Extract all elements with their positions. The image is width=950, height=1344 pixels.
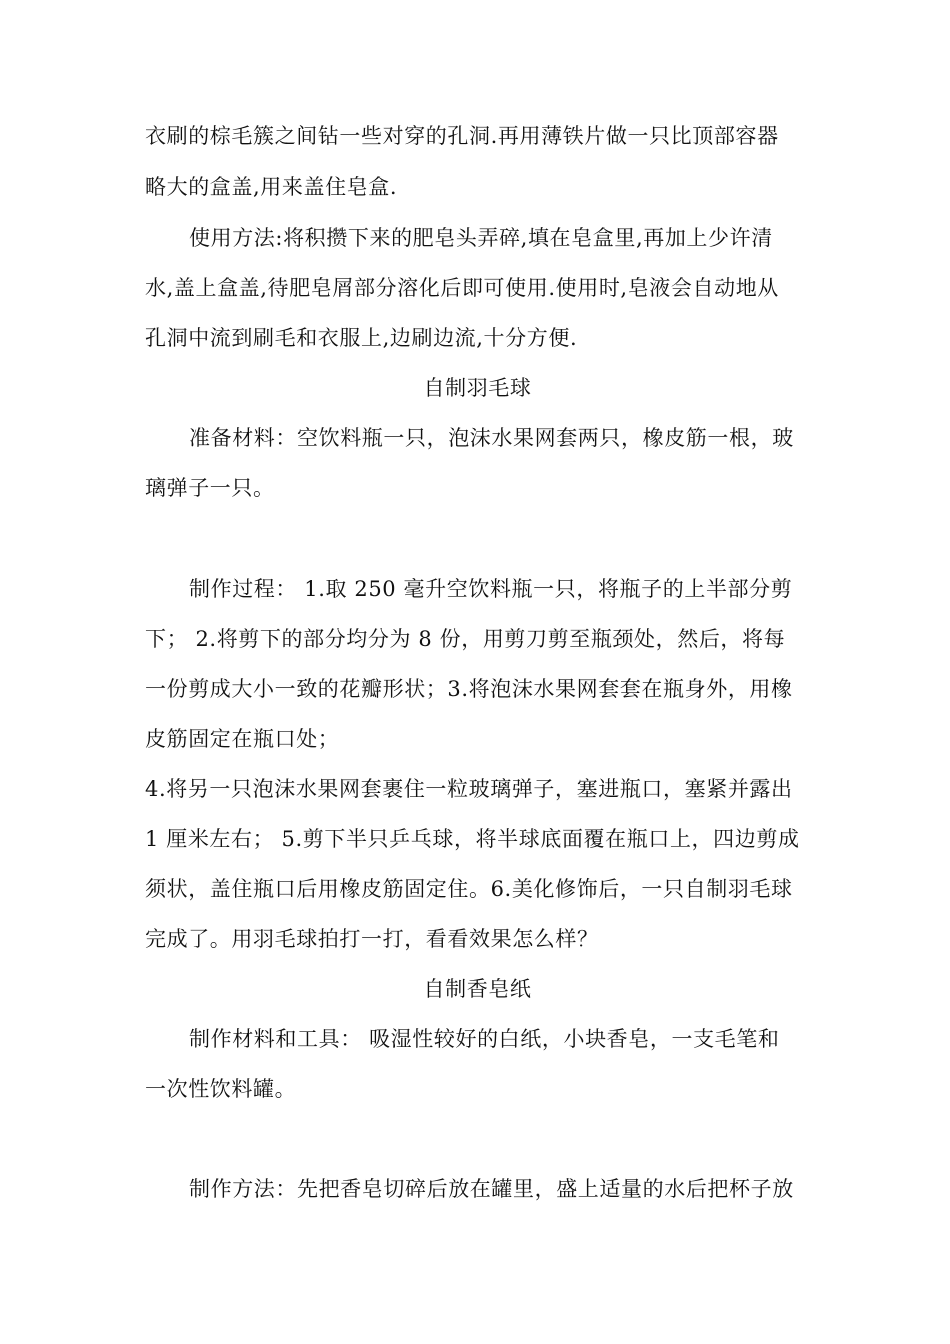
text-line: 略大的盒盖,用来盖住皂盒. <box>145 175 398 199</box>
text-line: 准备材料：空饮料瓶一只，泡沫水果网套两只，橡皮筋一根，玻 <box>189 426 794 450</box>
text-line: 制作过程： 1.取 250 毫升空饮料瓶一只，将瓶子的上半部分剪 <box>189 577 793 601</box>
text-line: 须状，盖住瓶口后用橡皮筋固定住。6.美化修饰后，一只自制羽毛球 <box>145 877 793 901</box>
text-line: 水,盖上盒盖,待肥皂屑部分溶化后即可使用.使用时,皂液会自动地从 <box>145 276 779 300</box>
text-line: 制作方法：先把香皂切碎后放在罐里，盛上适量的水后把杯子放 <box>189 1177 794 1201</box>
text-line: 一份剪成大小一致的花瓣形状；3.将泡沫水果网套套在瓶身外，用橡 <box>145 677 793 701</box>
text-line: 4.将另一只泡沫水果网套裹住一粒玻璃弹子，塞进瓶口，塞紧并露出 <box>145 777 793 801</box>
text-line: 下； 2.将剪下的部分均分为 8 份，用剪刀剪至瓶颈处，然后，将每 <box>145 627 786 651</box>
text-line: 孔洞中流到刷毛和衣服上,边刷边流,十分方便. <box>145 326 578 350</box>
section-heading: 自制香皂纸 <box>423 977 532 1001</box>
text-line: 皮筋固定在瓶口处； <box>145 727 340 751</box>
text-line: 制作材料和工具： 吸湿性较好的白纸，小块香皂，一支毛笔和 <box>189 1027 780 1051</box>
text-line: 璃弹子一只。 <box>145 476 275 500</box>
text-line: 使用方法:将积攒下来的肥皂头弄碎,填在皂盒里,再加上少许清 <box>189 226 773 250</box>
text-line: 一次性饮料罐。 <box>145 1077 297 1101</box>
section-heading: 自制羽毛球 <box>423 376 532 400</box>
text-line: 完成了。用羽毛球拍打一打，看看效果怎么样？ <box>145 927 599 951</box>
text-line: 衣刷的棕毛簇之间钻一些对穿的孔洞.再用薄铁片做一只比顶部容器 <box>145 124 779 148</box>
text-line: 1 厘米左右； 5.剪下半只乒乓球，将半球底面覆在瓶口上，四边剪成 <box>145 827 800 851</box>
